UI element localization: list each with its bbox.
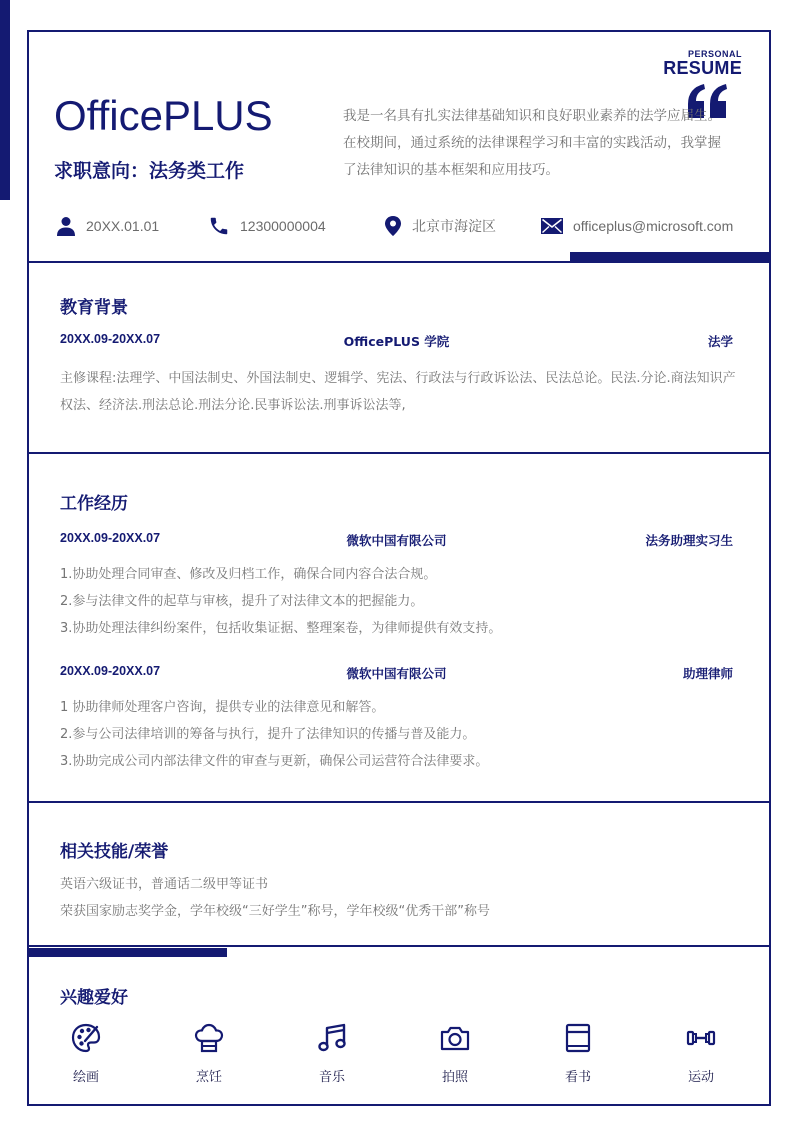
location-text: 北京市海淀区 xyxy=(412,218,496,234)
skills-list xyxy=(60,871,740,925)
hobby-label: 运动 xyxy=(687,1070,714,1085)
divider-header xyxy=(27,261,771,263)
divider-skills xyxy=(27,945,771,947)
work-2-duty: 3.协助完成公司内部法律文件的审查与更新，确保公司运营符合法律要求。 xyxy=(60,754,489,769)
section-title-hobbies: 兴趣爱好 xyxy=(60,988,128,1008)
brand-personal: PERSONAL xyxy=(687,49,742,59)
envelope-icon xyxy=(541,218,563,234)
work-1-duty: 2.参与法律文件的起草与审核，提升了对法律文本的把握能力。 xyxy=(60,594,424,609)
work-2-duties xyxy=(60,694,740,775)
header-accent-bar xyxy=(570,252,770,261)
person-icon xyxy=(56,216,76,236)
work-1-duty: 1.协助处理合同审查、修改及归档工作，确保合同内容合法合规。 xyxy=(60,567,437,582)
work-2-duty: 1 协助律师处理客户咨询，提供专业的法律意见和解答。 xyxy=(60,700,385,715)
left-accent-bar xyxy=(0,0,10,200)
hobby-photography xyxy=(425,1022,485,1085)
phone-number: 12300000004 xyxy=(240,218,326,234)
work-1-duties xyxy=(60,561,740,642)
palette-icon xyxy=(70,1022,102,1054)
work-row-2 xyxy=(60,664,733,684)
location-pin-icon xyxy=(384,215,402,237)
hobby-painting xyxy=(56,1022,116,1085)
hobby-label: 烹饪 xyxy=(195,1070,222,1085)
work-2-duty: 2.参与公司法律培训的筹备与执行，提升了法律知识的传播与普及能力。 xyxy=(60,727,476,742)
job-intent: 求职意向：法务类工作 xyxy=(54,160,245,182)
phone-icon xyxy=(208,215,230,237)
work-1-duty: 3.协助处理法律纠纷案件，包括收集证据、整理案卷，为律师提供有效支持。 xyxy=(60,621,502,636)
hobby-cooking xyxy=(179,1022,239,1085)
work-row-1 xyxy=(60,531,733,551)
work-role: 法务助理实习生 xyxy=(645,533,733,548)
book-icon xyxy=(562,1022,594,1054)
section-title-work: 工作经历 xyxy=(60,494,128,514)
contact-location xyxy=(384,214,496,238)
hobby-label: 看书 xyxy=(564,1070,591,1085)
birth-date: 20XX.01.01 xyxy=(86,218,160,234)
contact-phone xyxy=(208,214,326,238)
divider-work xyxy=(27,801,771,803)
education-date: 20XX.09-20XX.07 xyxy=(60,332,161,346)
education-courses: 主修课程:法理学、中国法制史、外国法制史、逻辑学、宪法、行政法与行政诉讼法、民法总论。民法.分论.商法知识产权法、经济法.刑法总论.刑法分论.民事诉讼法.刑事诉讼法等, xyxy=(60,371,736,413)
work-company: 微软中国有限公司 xyxy=(346,533,447,548)
skill-item: 荣获国家励志奖学金，学年校级“三好学生”称号，学年校级“优秀干部”称号 xyxy=(60,904,490,919)
camera-icon xyxy=(439,1022,471,1054)
self-introduction: 我是一名具有扎实法律基础知识和良好职业素养的法学应届生。在校期间，通过系统的法律课程学习和丰富的实践活动，我掌握了法律知识的基本框架和应用技巧。 xyxy=(343,108,721,178)
dumbbell-icon xyxy=(685,1022,717,1054)
section-title-education: 教育背景 xyxy=(60,298,128,318)
education-major: 法学 xyxy=(707,334,733,349)
hobby-label: 拍照 xyxy=(441,1070,468,1085)
education-school: OfficePLUS 学院 xyxy=(343,334,450,349)
contact-birth xyxy=(56,214,159,238)
contact-email xyxy=(541,214,733,238)
hobby-label: 音乐 xyxy=(318,1070,345,1085)
music-note-icon xyxy=(316,1022,348,1054)
work-date: 20XX.09-20XX.07 xyxy=(60,664,161,678)
chef-hat-icon xyxy=(193,1022,225,1054)
candidate-name: OfficePLUS xyxy=(54,92,273,139)
work-company: 微软中国有限公司 xyxy=(346,666,447,681)
skill-item: 英语六级证书，普通话二级甲等证书 xyxy=(60,877,269,892)
education-row xyxy=(60,332,733,352)
hobby-music xyxy=(302,1022,362,1085)
work-date: 20XX.09-20XX.07 xyxy=(60,531,161,545)
hobby-reading xyxy=(548,1022,608,1085)
divider-education xyxy=(27,452,771,454)
hobby-accent-bar xyxy=(27,948,227,957)
section-title-skills: 相关技能/荣誉 xyxy=(60,842,169,862)
hobby-sports xyxy=(671,1022,731,1085)
email-address: officeplus@microsoft.com xyxy=(573,218,734,234)
hobby-label: 绘画 xyxy=(72,1070,99,1085)
brand-resume: RESUME xyxy=(663,58,742,78)
work-role: 助理律师 xyxy=(682,666,733,681)
